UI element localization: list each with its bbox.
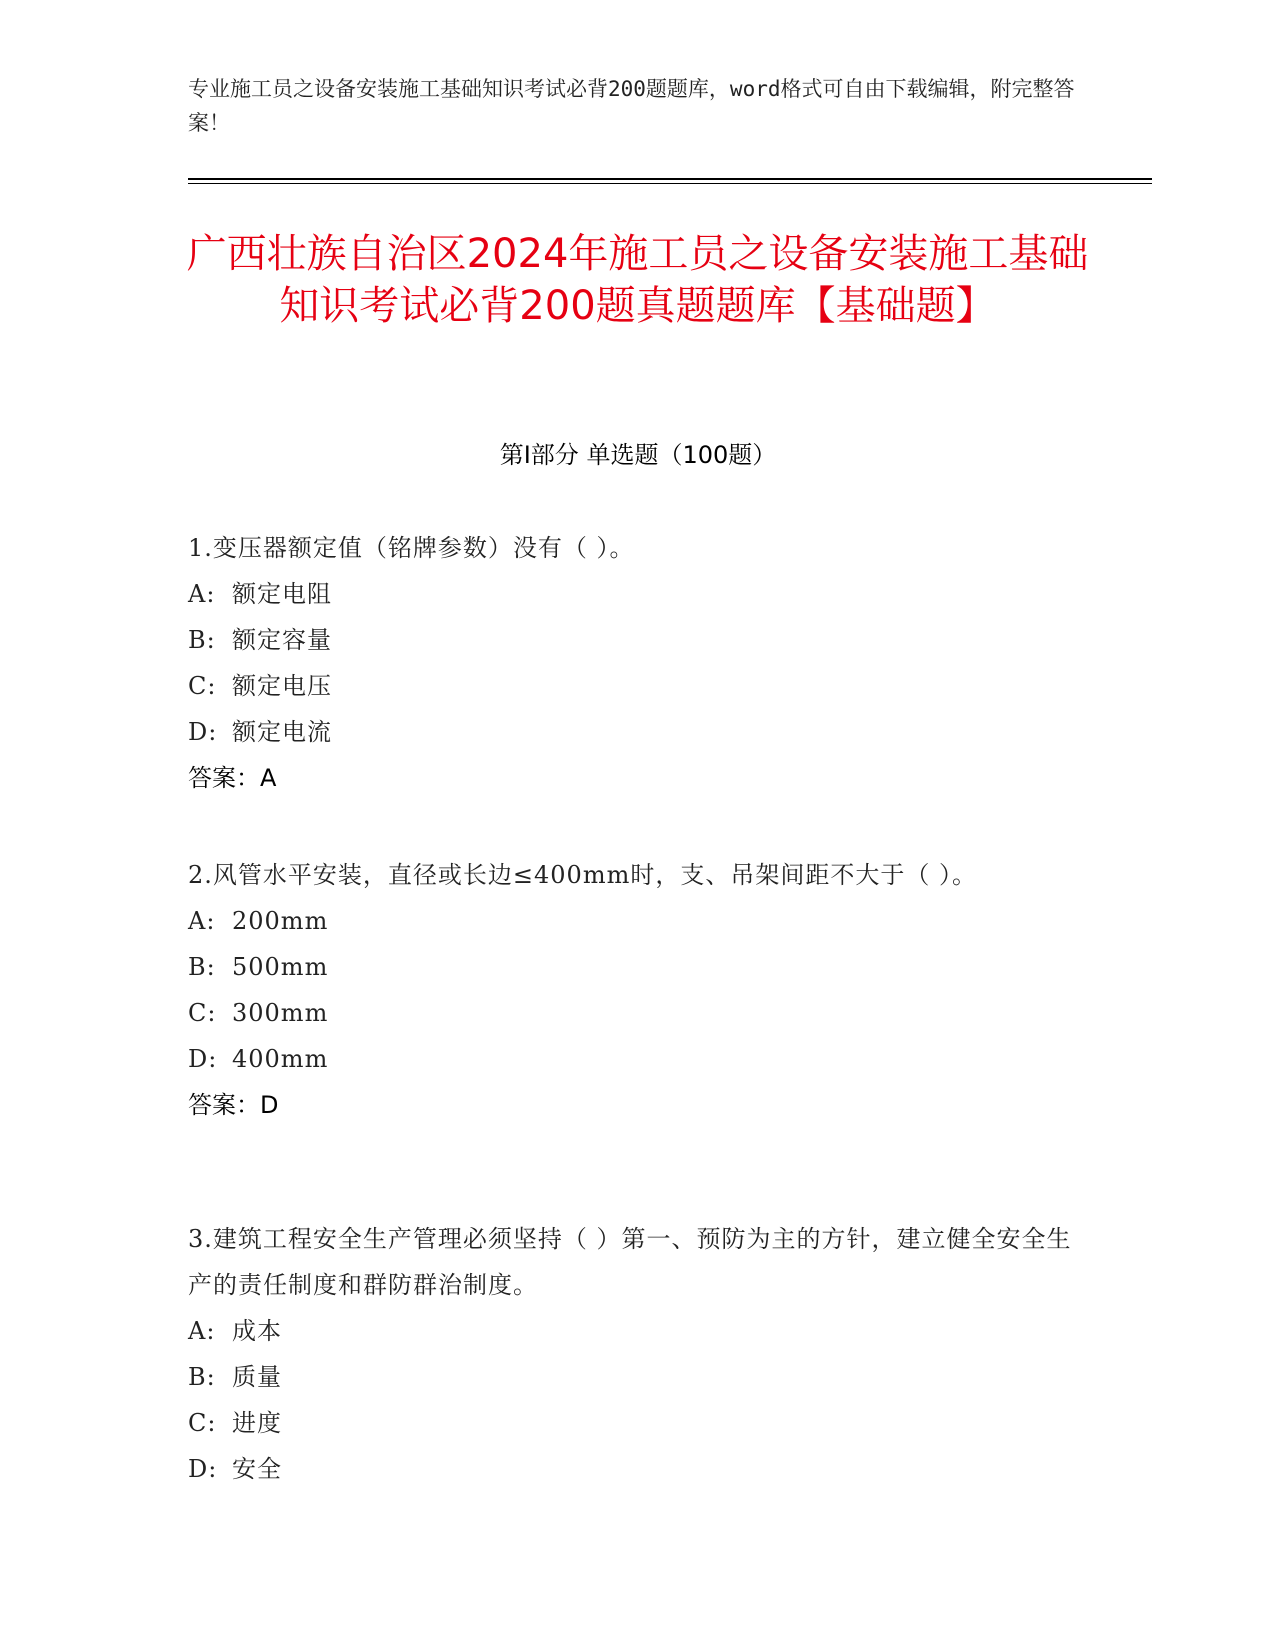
- option-letter: D:: [188, 718, 218, 746]
- option-a: [188, 1308, 1088, 1354]
- option-letter: B:: [188, 953, 216, 981]
- section-heading: 第I部分 单选题（100题）: [499, 441, 777, 469]
- option-text: 400mm: [232, 1045, 329, 1073]
- option-text: 500mm: [232, 953, 329, 981]
- option-d: [188, 1036, 1088, 1082]
- option-letter: B:: [188, 1363, 216, 1391]
- question-stem: 2.风管水平安装，直径或长边≤400mm时，支、吊架间距不大于（ ）。: [188, 861, 977, 889]
- option-letter: C:: [188, 672, 217, 700]
- question-2: [188, 852, 1088, 1128]
- answer-line: 答案：A: [188, 764, 277, 792]
- option-b: [188, 944, 1088, 990]
- option-text: 成本: [232, 1317, 282, 1345]
- option-b: [188, 617, 1088, 663]
- option-c: [188, 1400, 1088, 1446]
- option-letter: D:: [188, 1455, 218, 1483]
- option-text: 安全: [232, 1455, 282, 1483]
- option-text: 质量: [232, 1363, 282, 1391]
- option-text: 200mm: [232, 907, 329, 935]
- option-text: 额定电阻: [232, 580, 332, 608]
- question-1: [188, 525, 1088, 801]
- option-letter: D:: [188, 1045, 218, 1073]
- document-title: 广西壮族自治区2024年施工员之设备安装施工基础知识考试必背200题真题题库【基础题】: [186, 231, 1089, 329]
- option-letter: A:: [188, 907, 216, 935]
- question-stem: 1.变压器额定值（铭牌参数）没有（ ）。: [188, 534, 635, 562]
- option-a: [188, 571, 1088, 617]
- option-letter: A:: [188, 580, 216, 608]
- option-text: 额定电流: [232, 718, 332, 746]
- option-letter: A:: [188, 1317, 216, 1345]
- option-d: [188, 709, 1088, 755]
- option-letter: C:: [188, 1409, 217, 1437]
- option-text: 额定电压: [232, 672, 332, 700]
- answer-line: 答案：D: [188, 1091, 279, 1119]
- header-note: 专业施工员之设备安装施工基础知识考试必背200题题库，word格式可自由下载编辑，附完整答案！: [188, 77, 1075, 135]
- question-3: [188, 1216, 1088, 1492]
- option-c: [188, 663, 1088, 709]
- option-text: 进度: [232, 1409, 282, 1437]
- option-d: [188, 1446, 1088, 1492]
- header-divider-thick: [188, 178, 1152, 180]
- option-text: 300mm: [232, 999, 329, 1027]
- option-letter: B:: [188, 626, 216, 654]
- header-divider-thin: [188, 183, 1152, 184]
- question-stem: 3.建筑工程安全生产管理必须坚持（ ）第一、预防为主的方针，建立健全安全生产的责任制度和群防群治制度。: [188, 1225, 1072, 1299]
- option-b: [188, 1354, 1088, 1400]
- option-a: [188, 898, 1088, 944]
- option-text: 额定容量: [232, 626, 332, 654]
- option-c: [188, 990, 1088, 1036]
- option-letter: C:: [188, 999, 217, 1027]
